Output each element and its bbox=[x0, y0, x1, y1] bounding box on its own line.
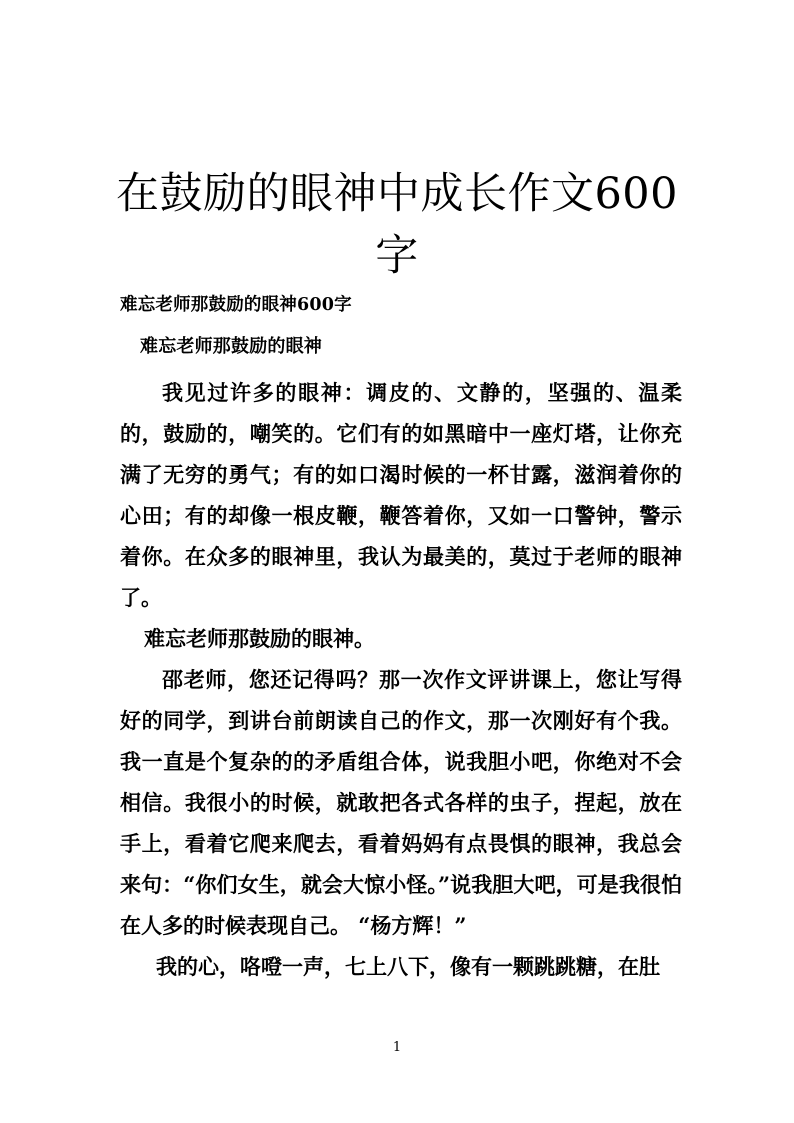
body-paragraph-2: 难忘老师那鼓励的眼神。 bbox=[144, 626, 375, 651]
body-paragraph-1: 我见过许多的眼神：调皮的、文静的，坚强的、温柔的，鼓励的，嘲笑的。它们有的如黑暗中一座灯塔，让你充满了无穷的勇气；有的如口渴时候的一杯甘露，滋润着你的心田；有的却像一根皮鞭，鞭答着你，又如一口警钟，警示着你。在众多的眼神里，我认为最美的，莫过于老师的眼神了。 bbox=[120, 380, 682, 610]
document-body bbox=[120, 287, 682, 987]
subtitle-line-2: 难忘老师那鼓励的眼神 bbox=[140, 336, 322, 357]
body-paragraph-3: 邵老师，您还记得吗？那一次作文评讲课上，您让写得好的同学，到讲台前朗读自己的作文，那一次刚好有个我。我一直是个复杂的的矛盾组合体，说我胆小吧，你绝对不会相信。我很小的时候，就敢把各式各样的虫子，捏起，放在手上，看着它爬来爬去，看着妈妈有点畏惧的眼神，我总会来句：“你们女生，就会大惊小怪。”说我胆大吧，可是我很怕在人多的时候表现自己。 “杨方辉！” bbox=[120, 667, 682, 938]
page-number: 1 bbox=[392, 1040, 402, 1055]
page-title: 在鼓励的眼神中成长作文600字 bbox=[115, 168, 679, 281]
body-paragraph-4: 我的心，咯噔一声，七上八下，像有一颗跳跳糖，在肚 bbox=[156, 954, 660, 979]
subtitle-line-1: 难忘老师那鼓励的眼神600字 bbox=[120, 295, 352, 315]
